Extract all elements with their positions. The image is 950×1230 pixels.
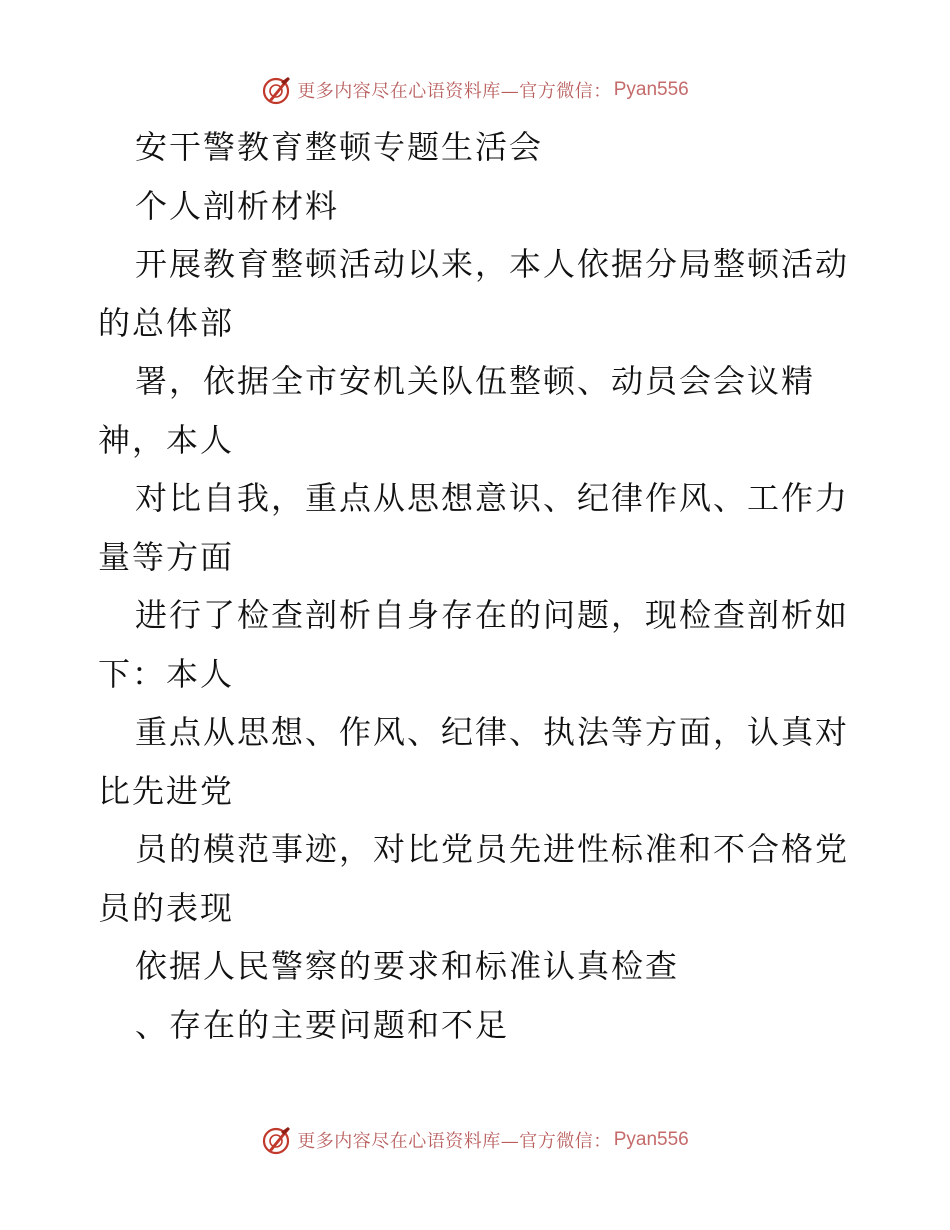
quill-logo-icon [261,74,293,106]
body-line: 比先进党 [98,771,235,810]
footer-banner-text: 更多内容尽在心语资料库—官方微信： [297,1131,612,1152]
footer-banner [0,1120,950,1160]
body-line: 下：本人 [98,654,235,693]
body-line: 进行了检查剖析自身存在的问题，现检查剖析如 [135,596,850,634]
document-subtitle: 个人剖析材料 [135,186,340,225]
document-body [98,118,858,1054]
section-heading: 、存在的主要问题和不足 [135,1005,510,1044]
body-line: 的总体部 [98,303,235,342]
header-banner [0,70,950,110]
quill-logo-icon [261,1124,293,1156]
header-wechat-id: Pyan556 [613,79,689,100]
footer-wechat-id: Pyan556 [613,1129,689,1150]
body-line: 依据人民警察的要求和标准认真检查 [135,947,680,985]
body-line: 开展教育整顿活动以来，本人依据分局整顿活动 [135,245,850,283]
body-line: 员的表现 [98,888,235,927]
body-line: 署，依据全市安机关队伍整顿、动员会会议精 [135,362,816,400]
body-line: 对比自我，重点从思想意识、纪律作风、工作力 [135,479,850,517]
body-line: 量等方面 [98,537,235,576]
body-line: 员的模范事迹，对比党员先进性标准和不合格党 [135,830,850,868]
header-banner-text: 更多内容尽在心语资料库—官方微信： [297,81,612,102]
document-title: 安干警教育整顿专题生活会 [135,128,544,166]
body-line: 重点从思想、作风、纪律、执法等方面，认真对 [135,713,850,751]
body-line: 神，本人 [98,420,235,459]
